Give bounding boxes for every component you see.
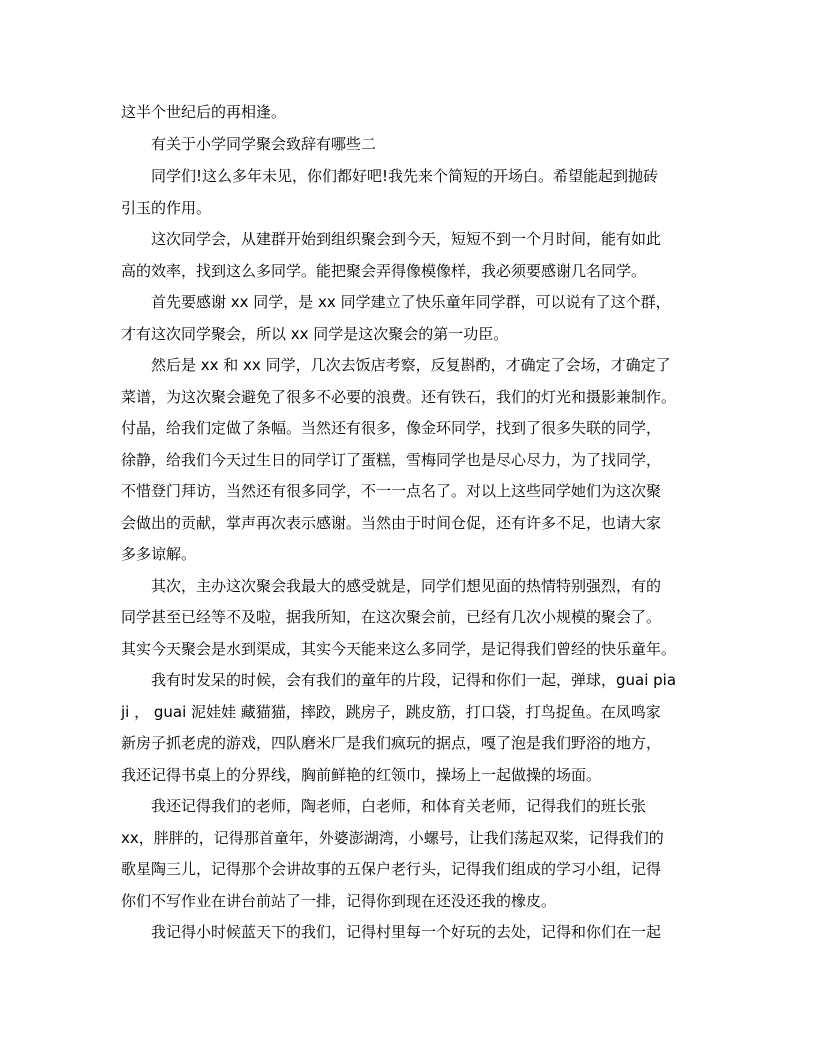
text-line: 然后是 xx 和 xx 同学，几次去饭店考察，反复斟酌，才确定了会场，才确定了: [151, 356, 671, 374]
text-line: ji ， guai 泥娃娃 藏猫猫，摔跤，跳房子，跳皮筋，打口袋，打鸟捉鱼。在凤鸣家: [121, 703, 661, 721]
text-line: 高的效率，找到这么多同学。能把聚会弄得像模像样，我必须要感谢几名同学。: [121, 262, 647, 280]
text-line: 才有这次同学聚会，所以 xx 同学是这次聚会的第一功臣。: [121, 325, 509, 343]
text-line: 菜谱，为这次聚会避免了很多不必要的浪费。还有铁石，我们的灯光和摄影兼制作。: [121, 388, 677, 406]
text-line: 我还记得我们的老师，陶老师，白老师，和体育关老师，记得我们的班长张: [151, 797, 647, 815]
text-line: 我有时发呆的时候，会有我们的童年的片段，记得和你们一起，弹球，guai pia: [151, 671, 677, 689]
text-line: 徐静，给我们今天过生日的同学订了蛋糕，雪梅同学也是尽心尽力，为了找同学，: [121, 451, 662, 469]
text-line: 不惜登门拜访，当然还有很多同学，不一一点名了。对以上这些同学她们为这次聚: [121, 482, 662, 500]
text-line: 歌星陶三儿，记得那个会讲故事的五保户老行头，记得我们组成的学习小组，记得: [121, 860, 662, 878]
text-line: 其次，主办这次聚会我最大的感受就是，同学们想见面的热情特别强烈，有的: [151, 577, 662, 595]
text-line: 会做出的贡献，掌声再次表示感谢。当然由于时间仓促，还有许多不足，也请大家: [121, 514, 662, 532]
text-line: 你们不写作业在讲台前站了一排，记得你到现在还没还我的橡皮。: [121, 892, 557, 910]
text-line: 引玉的作用。: [121, 199, 212, 217]
text-line: 这半个世纪后的再相逢。: [121, 103, 287, 121]
text-line: xx，胖胖的，记得那首童年，外婆澎湖湾，小螺号，让我们荡起双桨，记得我们的: [121, 829, 664, 847]
text-line: 同学们!这么多年未见，你们都好吧!我先来个简短的开场白。希望能起到抛砖: [151, 167, 659, 185]
section-heading: 有关于小学同学聚会致辞有哪些二: [151, 135, 377, 153]
text-line: 其实今天聚会是水到渠成，其实今天能来这么多同学，是记得我们曾经的快乐童年。: [121, 640, 677, 658]
text-line: 我记得小时候蓝天下的我们，记得村里每一个好玩的去处，记得和你们在一起: [151, 923, 662, 941]
text-line: 多多谅解。: [121, 545, 197, 563]
text-line: 付晶，给我们定做了条幅。当然还有很多，像金环同学，找到了很多失联的同学，: [121, 419, 662, 437]
text-line: 新房子抓老虎的游戏，四队磨米厂是我们疯玩的据点，嘎了泡是我们野浴的地方，: [121, 734, 662, 752]
text-line: 首先要感谢 xx 同学，是 xx 同学建立了快乐童年同学群，可以说有了这个群，: [151, 293, 671, 311]
text-line: 同学甚至已经等不及啦，据我所知，在这次聚会前，已经有几次小规模的聚会了。: [121, 608, 662, 626]
text-line: 我还记得书桌上的分界线，胸前鲜艳的红领巾，操场上一起做操的场面。: [121, 766, 602, 784]
text-line: 这次同学会，从建群开始到组织聚会到今天，短短不到一个月时间，能有如此: [151, 230, 662, 248]
